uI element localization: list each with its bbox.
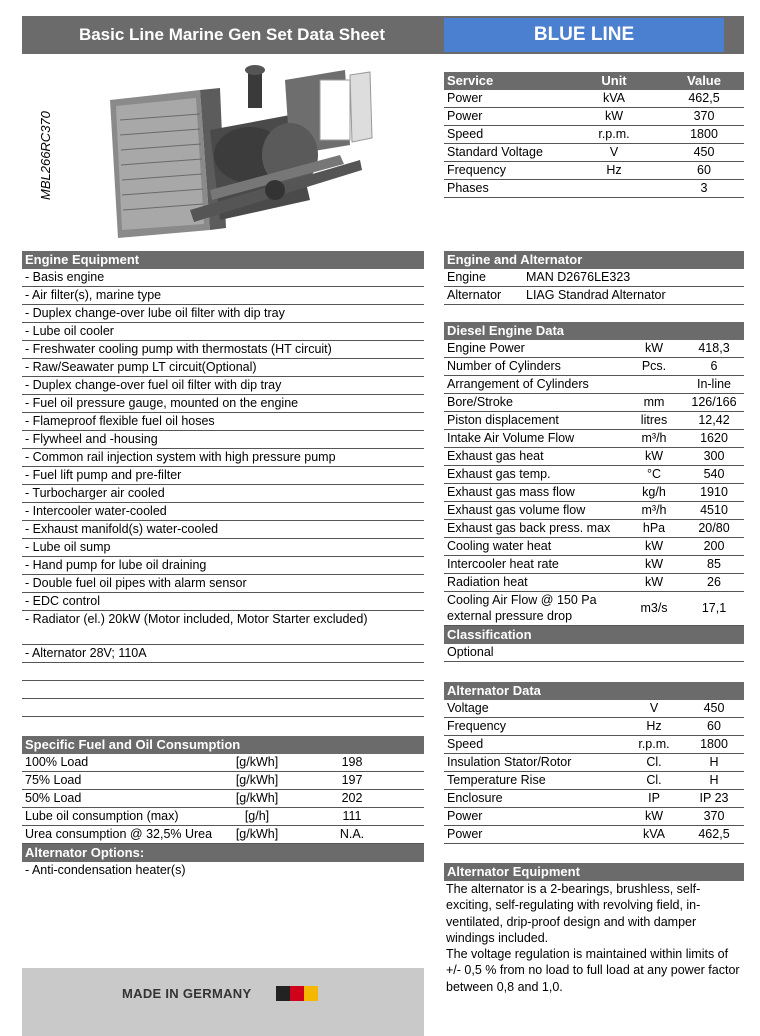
list-item: - Lube oil sump	[22, 539, 424, 557]
row-value: 418,3	[698, 341, 730, 355]
table-row	[444, 574, 744, 592]
list-item: - Flywheel and -housing	[22, 431, 424, 449]
genset-image	[100, 60, 420, 246]
row-unit: [g/kWh]	[235, 773, 279, 787]
alternator-equipment-p1: The alternator is a 2-bearings, brushless, self-exciting, self-regulating with revolving field, in-ventilated, drip-proof design and with damper windings included.	[446, 882, 701, 945]
row-label: Enclosure	[447, 791, 503, 805]
table-row	[444, 644, 744, 662]
empty-row	[22, 663, 424, 681]
row-unit: mm	[643, 395, 665, 409]
made-in-germany: MADE IN GERMANY	[122, 986, 252, 1001]
row-value: 26	[707, 575, 721, 589]
row-value: 300	[703, 449, 725, 463]
row-value: 60	[707, 719, 721, 733]
row-unit: kW	[644, 539, 664, 553]
row-value: In-line	[696, 377, 732, 391]
table-row	[444, 484, 744, 502]
row-label: Speed	[447, 737, 484, 751]
row-unit: kVA	[603, 91, 625, 105]
col-value: Value	[687, 73, 721, 88]
german-flag-icon	[276, 986, 318, 1001]
list-item: - Air filter(s), marine type	[22, 287, 424, 305]
table-row	[444, 466, 744, 484]
engine-alternator-section	[444, 251, 744, 305]
row-label: Exhaust gas mass flow	[447, 485, 575, 499]
list-item: - Basis engine	[22, 269, 424, 287]
table-row	[22, 772, 424, 790]
diesel-header: Diesel Engine Data	[444, 322, 744, 340]
row-label: Cooling Air Flow @ 150 Pa	[447, 593, 597, 607]
engine-equipment-section	[22, 251, 424, 717]
row-value: 6	[710, 359, 718, 373]
row-label: Exhaust gas temp.	[447, 467, 551, 481]
table-row	[444, 772, 744, 790]
row-label: Exhaust gas back press. max	[447, 521, 611, 535]
table-row	[444, 90, 744, 108]
fuel-consumption-section	[22, 736, 424, 880]
row-label: Arrangement of Cylinders	[447, 377, 589, 391]
empty-row	[22, 681, 424, 699]
row-label: Insulation Stator/Rotor	[447, 755, 572, 769]
table-row	[444, 754, 744, 772]
col-unit: Unit	[601, 73, 627, 88]
row-unit: [g/h]	[244, 809, 270, 823]
row-value: H	[709, 755, 719, 769]
row-value: 197	[341, 773, 363, 787]
alternator-equipment-section	[444, 863, 744, 995]
table-row	[444, 376, 744, 394]
list-item: - Raw/Seawater pump LT circuit(Optional)	[22, 359, 424, 377]
row-value: 20/80	[698, 521, 730, 535]
row-unit: V	[649, 701, 659, 715]
list-item: - Alternator 28V; 110A	[22, 645, 424, 663]
row-label: Frequency	[447, 163, 507, 177]
table-row	[444, 180, 744, 198]
row-label: Intake Air Volume Flow	[447, 431, 575, 445]
row-unit: [g/kWh]	[235, 827, 279, 841]
row-label: Power	[447, 827, 483, 841]
table-row	[444, 448, 744, 466]
list-item: - Turbocharger air cooled	[22, 485, 424, 503]
row-unit: Cl.	[646, 755, 662, 769]
list-item: - Fuel lift pump and pre-filter	[22, 467, 424, 485]
table-row	[444, 394, 744, 412]
classification-value: Optional	[447, 645, 494, 659]
model-code-wrapper	[38, 100, 68, 210]
row-unit: m³/h	[641, 503, 667, 517]
row-value: 370	[693, 109, 715, 123]
table-row	[444, 718, 744, 736]
table-row	[444, 340, 744, 358]
table-row	[444, 502, 744, 520]
row-value: 450	[693, 145, 715, 159]
table-row	[444, 269, 744, 287]
table-row	[444, 412, 744, 430]
list-item: - Exhaust manifold(s) water-cooled	[22, 521, 424, 539]
row-unit: kW	[604, 109, 624, 123]
table-row	[444, 520, 744, 538]
row-value: 1910	[700, 485, 728, 499]
row-label: Exhaust gas heat	[447, 449, 544, 463]
row-value: 198	[341, 755, 363, 769]
row-label: Cooling water heat	[447, 539, 552, 553]
row-value: 540	[703, 467, 725, 481]
row-value: 202	[341, 791, 363, 805]
service-header	[444, 72, 744, 90]
row-unit: kg/h	[642, 485, 666, 499]
row-value: 3	[700, 181, 708, 195]
list-item: - Double fuel oil pipes with alarm sensor	[22, 575, 424, 593]
table-row	[444, 700, 744, 718]
row-value: LIAG Standrad Alternator	[526, 288, 666, 302]
list-item: - Freshwater cooling pump with thermostats (HT circuit)	[22, 341, 424, 359]
row-label: 50% Load	[25, 791, 82, 805]
row-value: 111	[342, 809, 362, 823]
table-row	[444, 144, 744, 162]
row-unit: Hz	[646, 719, 662, 733]
row-unit: m3/s	[640, 601, 668, 615]
row-unit: kW	[644, 341, 664, 355]
row-label: Speed	[447, 127, 484, 141]
row-value: 370	[703, 809, 725, 823]
list-item: - EDC control	[22, 593, 424, 611]
footer-bar	[22, 968, 424, 1036]
col-service: Service	[447, 73, 494, 88]
list-item: - Flameproof flexible fuel oil hoses	[22, 413, 424, 431]
row-unit: V	[609, 145, 619, 159]
row-unit: kW	[644, 809, 664, 823]
list-item: - Duplex change-over lube oil filter with dip tray	[22, 305, 424, 323]
table-row	[444, 287, 744, 305]
row-value: 1800	[690, 127, 718, 141]
table-row	[444, 126, 744, 144]
row-label: Alternator	[447, 288, 502, 302]
row-unit: [g/kWh]	[235, 791, 279, 805]
row-unit: Pcs.	[641, 359, 667, 373]
blue-line-badge: BLUE LINE	[444, 18, 724, 52]
table-row	[444, 592, 744, 626]
row-label: Urea consumption @ 32,5% Urea	[25, 827, 213, 841]
list-item: - Intercooler water-cooled	[22, 503, 424, 521]
row-value: 1620	[700, 431, 728, 445]
row-unit: r.p.m.	[598, 127, 630, 141]
list-item: - Radiator (el.) 20kW (Motor included, Motor Starter excluded)	[22, 611, 424, 645]
table-row	[444, 430, 744, 448]
row-value: 450	[703, 701, 725, 715]
service-table	[444, 72, 744, 198]
row-value: 17,1	[701, 601, 727, 615]
list-item: - Duplex change-over fuel oil filter with dip tray	[22, 377, 424, 395]
list-item: - Lube oil cooler	[22, 323, 424, 341]
empty-row	[22, 699, 424, 717]
diesel-engine-section	[444, 322, 744, 662]
row-value: 60	[697, 163, 711, 177]
fuel-header: Specific Fuel and Oil Consumption	[22, 736, 424, 754]
row-unit: litres	[640, 413, 668, 427]
row-label: 100% Load	[25, 755, 89, 769]
row-label: Number of Cylinders	[447, 359, 561, 373]
row-value: H	[709, 773, 719, 787]
row-unit: IP	[648, 791, 660, 805]
table-row	[444, 108, 744, 126]
row-unit: Hz	[606, 163, 622, 177]
row-label: Bore/Stroke	[447, 395, 514, 409]
row-label: Radiation heat	[447, 575, 528, 589]
row-value: 462,5	[698, 827, 730, 841]
row-label-2: external pressure drop	[447, 609, 573, 623]
row-unit: [g/kWh]	[235, 755, 279, 769]
row-value: N.A.	[339, 827, 365, 841]
table-row	[444, 736, 744, 754]
alternator-options-header: Alternator Options:	[22, 844, 424, 862]
row-label: Standard Voltage	[447, 145, 543, 159]
engine-alternator-header: Engine and Alternator	[444, 251, 744, 269]
engine-equipment-header: Engine Equipment	[22, 251, 424, 269]
table-row	[444, 538, 744, 556]
row-unit: m³/h	[641, 431, 667, 445]
table-row	[444, 358, 744, 376]
row-unit: kW	[644, 575, 664, 589]
classification-header: Classification	[444, 626, 744, 644]
row-label: Intercooler heat rate	[447, 557, 559, 571]
row-unit: Cl.	[646, 773, 662, 787]
row-unit: kVA	[643, 827, 665, 841]
table-row	[444, 808, 744, 826]
row-unit: kW	[644, 449, 664, 463]
table-row	[22, 790, 424, 808]
row-value: 4510	[700, 503, 728, 517]
row-value: IP 23	[699, 791, 729, 805]
list-item: - Hand pump for lube oil draining	[22, 557, 424, 575]
row-label: Piston displacement	[447, 413, 559, 427]
list-item: - Common rail injection system with high pressure pump	[22, 449, 424, 467]
row-label: Engine Power	[447, 341, 525, 355]
row-unit: °C	[646, 467, 662, 481]
row-label: Power	[447, 91, 483, 105]
row-value: 85	[707, 557, 721, 571]
row-label: Power	[447, 109, 483, 123]
row-value: 12,42	[698, 413, 730, 427]
row-value: 1800	[700, 737, 728, 751]
table-row	[444, 790, 744, 808]
row-label: Phases	[447, 181, 489, 195]
alternator-equipment-header: Alternator Equipment	[444, 863, 744, 881]
row-label: Frequency	[447, 719, 507, 733]
row-unit: hPa	[642, 521, 666, 535]
row-label: Power	[447, 809, 483, 823]
row-value: 126/166	[691, 395, 737, 409]
row-unit: r.p.m.	[638, 737, 670, 751]
alternator-equipment-p2: The voltage regulation is maintained within limits of +/- 0,5 % from no load to full load at any power factor between 0,8 and 1,0.	[446, 947, 740, 994]
table-row	[444, 556, 744, 574]
table-row	[22, 808, 424, 826]
row-label: Voltage	[447, 701, 489, 715]
row-value: 200	[703, 539, 725, 553]
model-code: MBL266RC370	[38, 111, 53, 200]
table-row	[444, 826, 744, 844]
page-title: Basic Line Marine Gen Set Data Sheet	[78, 25, 386, 44]
alternator-data-header: Alternator Data	[444, 682, 744, 700]
table-row	[444, 162, 744, 180]
row-unit: kW	[644, 557, 664, 571]
row-label: 75% Load	[25, 773, 82, 787]
row-label: Exhaust gas volume flow	[447, 503, 586, 517]
row-label: Temperature Rise	[447, 773, 546, 787]
row-label: Engine	[447, 270, 486, 284]
alternator-data-section	[444, 682, 744, 844]
row-value: MAN D2676LE323	[526, 270, 631, 284]
table-row	[22, 754, 424, 772]
table-row	[22, 826, 424, 844]
list-item: - Fuel oil pressure gauge, mounted on the engine	[22, 395, 424, 413]
row-label: Lube oil consumption (max)	[25, 809, 179, 823]
row-value: 462,5	[688, 91, 720, 105]
alternator-option-item: - Anti-condensation heater(s)	[25, 863, 186, 877]
